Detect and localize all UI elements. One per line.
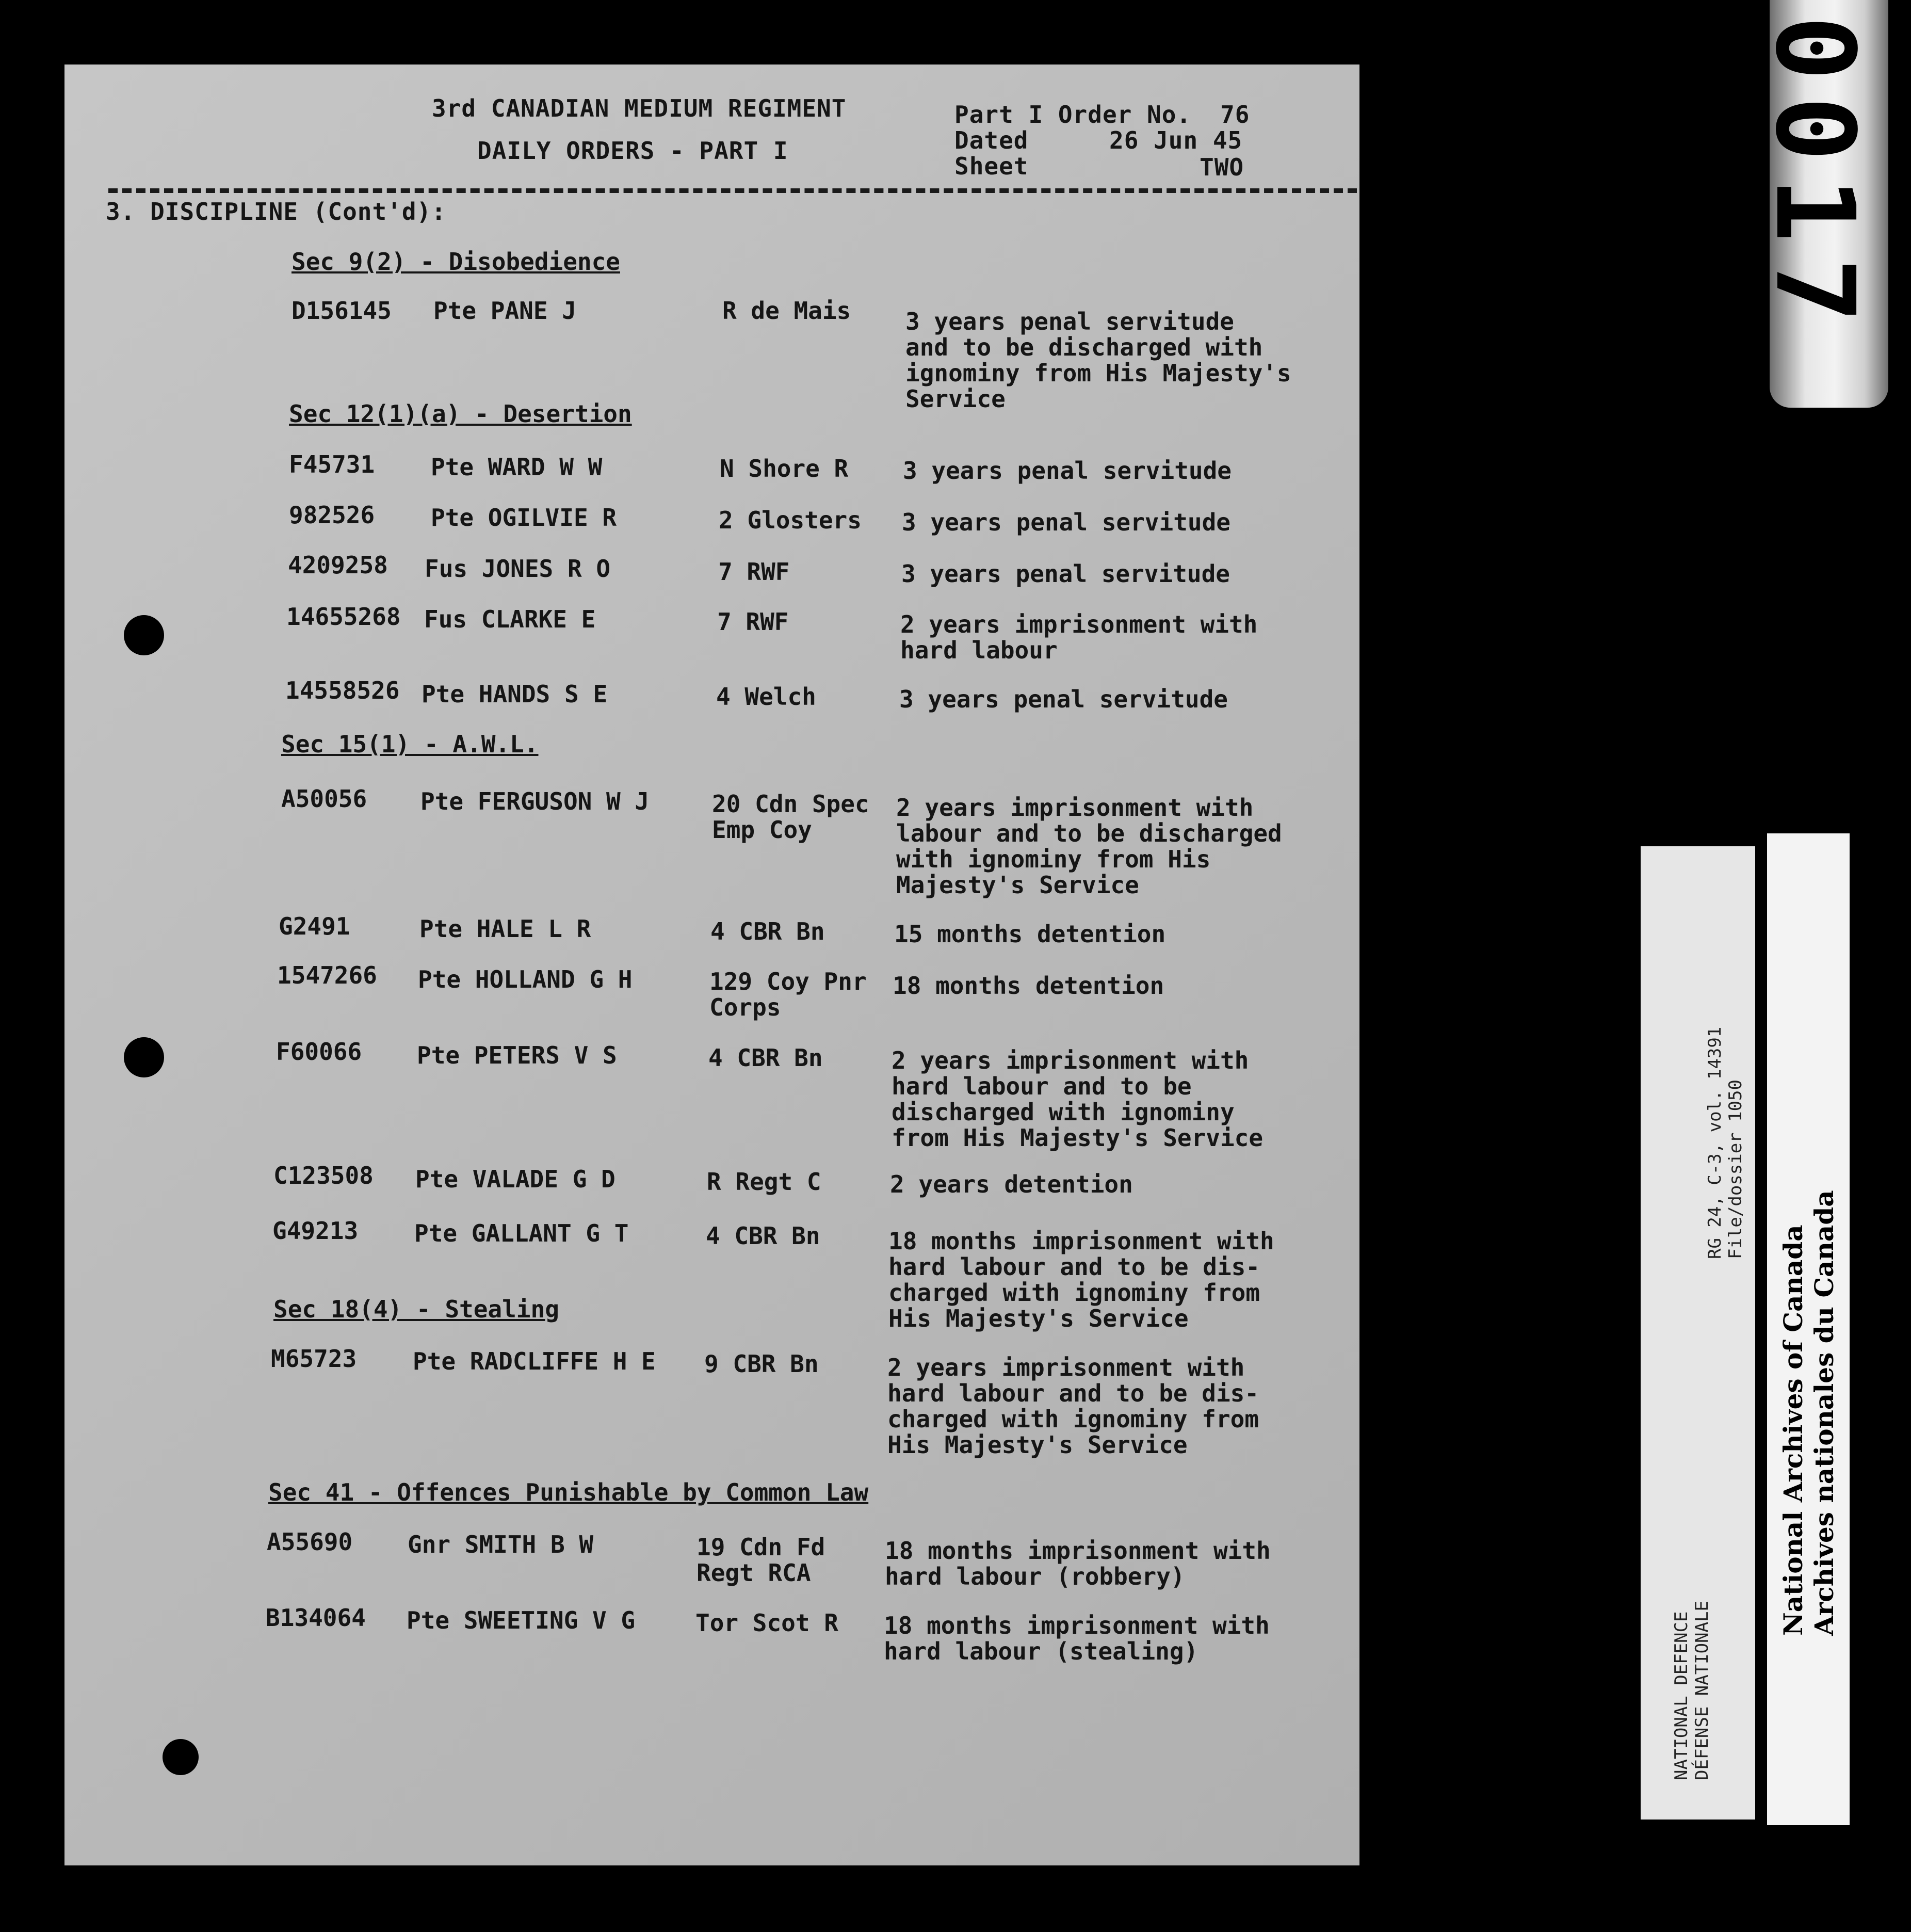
unit: 4 CBR Bn xyxy=(706,1222,820,1250)
unit: 4 CBR Bn xyxy=(710,917,825,945)
ref-line1: RG 24, C-3, vol. 14391 xyxy=(1705,1026,1725,1259)
regiment-title: 3rd CANADIAN MEDIUM REGIMENT xyxy=(432,94,847,122)
punch-hole xyxy=(124,1037,164,1077)
service-number: F60066 xyxy=(276,1038,362,1066)
unit: 19 Cdn Fd Regt RCA xyxy=(697,1533,825,1587)
order-no-label: Part I Order No. xyxy=(954,101,1192,128)
section-heading: Sec 12(1)(a) - Desertion xyxy=(289,400,632,428)
national-archives-tab xyxy=(1767,833,1850,1825)
sheet: TWO xyxy=(1200,153,1244,181)
unit: R Regt C xyxy=(707,1168,821,1196)
service-number: 14558526 xyxy=(285,677,400,704)
soldier-name: Pte PANE J xyxy=(433,297,576,325)
sentence: 18 months imprisonment with hard labour and to be dis- charged with ignominy from His Majesty's Service xyxy=(888,1227,1274,1332)
orders-title: DAILY ORDERS - PART I xyxy=(477,137,788,165)
unit: R de Mais xyxy=(722,297,851,325)
header-divider xyxy=(108,188,1357,193)
sentence: 3 years penal servitude xyxy=(903,457,1232,485)
sentence: 3 years penal servitude xyxy=(902,508,1230,536)
dated: 26 Jun 45 xyxy=(1109,126,1243,154)
document-page xyxy=(64,65,1359,1865)
sentence: 2 years imprisonment with hard labour and to be discharged with ignominy from His Majesty's Service xyxy=(892,1046,1264,1152)
sentence: 2 years detention xyxy=(890,1170,1133,1198)
sentence: 15 months detention xyxy=(894,920,1166,948)
soldier-name: Fus CLARKE E xyxy=(424,605,596,633)
unit: N Shore R xyxy=(720,455,849,482)
sentence: 3 years penal servitude xyxy=(899,685,1228,713)
soldier-name: Pte FERGUSON W J xyxy=(420,787,650,815)
service-number: 4209258 xyxy=(288,551,388,579)
soldier-name: Pte PETERS V S xyxy=(417,1041,617,1069)
service-number: A50056 xyxy=(281,785,367,813)
service-number: G2491 xyxy=(279,912,350,940)
frame-number: 0017 xyxy=(1752,15,1878,339)
service-number: A55690 xyxy=(267,1528,353,1556)
unit: 2 Glosters xyxy=(719,506,862,534)
sheet-label: Sheet xyxy=(954,152,1029,180)
section-heading: Sec 41 - Offences Punishable by Common Law xyxy=(268,1478,869,1506)
unit: 129 Coy Pnr Corps xyxy=(709,968,867,1021)
service-number: M65723 xyxy=(271,1345,357,1373)
service-number: 982526 xyxy=(289,501,375,529)
order-no: 76 xyxy=(1220,101,1250,128)
punch-hole xyxy=(124,615,164,655)
sentence: 3 years penal servitude xyxy=(901,560,1230,588)
unit: 7 RWF xyxy=(718,558,790,586)
service-number: 14655268 xyxy=(286,603,401,631)
unit: 20 Cdn Spec Emp Coy xyxy=(712,790,869,844)
section-heading: Sec 18(4) - Stealing xyxy=(273,1295,559,1323)
unit: 4 Welch xyxy=(716,683,816,711)
service-number: C123508 xyxy=(273,1162,374,1189)
soldier-name: Pte OGILVIE R xyxy=(431,504,617,532)
soldier-name: Pte HOLLAND G H xyxy=(418,965,633,993)
service-number: D156145 xyxy=(291,297,392,325)
sentence: 18 months imprisonment with hard labour (stealing) xyxy=(884,1612,1270,1665)
section-heading: Sec 15(1) - A.W.L. xyxy=(281,730,539,758)
soldier-name: Pte VALADE G D xyxy=(415,1165,616,1193)
punch-hole xyxy=(163,1739,199,1775)
soldier-name: Pte SWEETING V G xyxy=(407,1606,636,1634)
sentence: 3 years penal servitude and to be discharged with ignominy from His Majesty's Service xyxy=(905,308,1291,413)
section-heading: Sec 9(2) - Disobedience xyxy=(291,248,620,276)
sentence: 2 years imprisonment with hard labour and to be dis- charged with ignominy from His Majesty's Service xyxy=(887,1354,1259,1459)
dated-label: Dated xyxy=(954,126,1029,154)
soldier-name: Gnr SMITH B W xyxy=(408,1531,594,1558)
dept-line2: DÉFENSE NATIONALE xyxy=(1692,1601,1712,1780)
service-number: G49213 xyxy=(272,1217,359,1245)
soldier-name: Pte HANDS S E xyxy=(422,680,608,708)
service-number: F45731 xyxy=(289,450,375,478)
nac-line2: Archives nationales du Canada xyxy=(1809,1190,1839,1636)
soldier-name: Pte GALLANT G T xyxy=(414,1219,629,1247)
service-number: B134064 xyxy=(266,1604,366,1632)
sentence: 18 months detention xyxy=(893,972,1164,1000)
dept-line1: NATIONAL DEFENCE xyxy=(1671,1611,1692,1780)
unit: Tor Scot R xyxy=(695,1609,838,1637)
sentence: 18 months imprisonment with hard labour (robbery) xyxy=(885,1537,1271,1590)
nac-line1: National Archives of Canada xyxy=(1778,1225,1808,1636)
unit: 4 CBR Bn xyxy=(708,1044,823,1072)
discipline-heading: 3. DISCIPLINE (Cont'd): xyxy=(106,198,446,226)
sentence: 2 years imprisonment with labour and to be discharged with ignominy from His Majesty's Service xyxy=(896,794,1282,899)
archive-reference-tab xyxy=(1641,846,1755,1820)
soldier-name: Pte WARD W W xyxy=(431,453,603,481)
ref-line2: File/dossier 1050 xyxy=(1725,1080,1746,1259)
sentence: 2 years imprisonment with hard labour xyxy=(900,610,1258,664)
soldier-name: Pte HALE L R xyxy=(419,915,591,943)
service-number: 1547266 xyxy=(277,961,377,989)
unit: 7 RWF xyxy=(717,608,789,636)
soldier-name: Fus JONES R O xyxy=(425,555,611,583)
soldier-name: Pte RADCLIFFE H E xyxy=(413,1347,656,1375)
unit: 9 CBR Bn xyxy=(704,1350,819,1378)
